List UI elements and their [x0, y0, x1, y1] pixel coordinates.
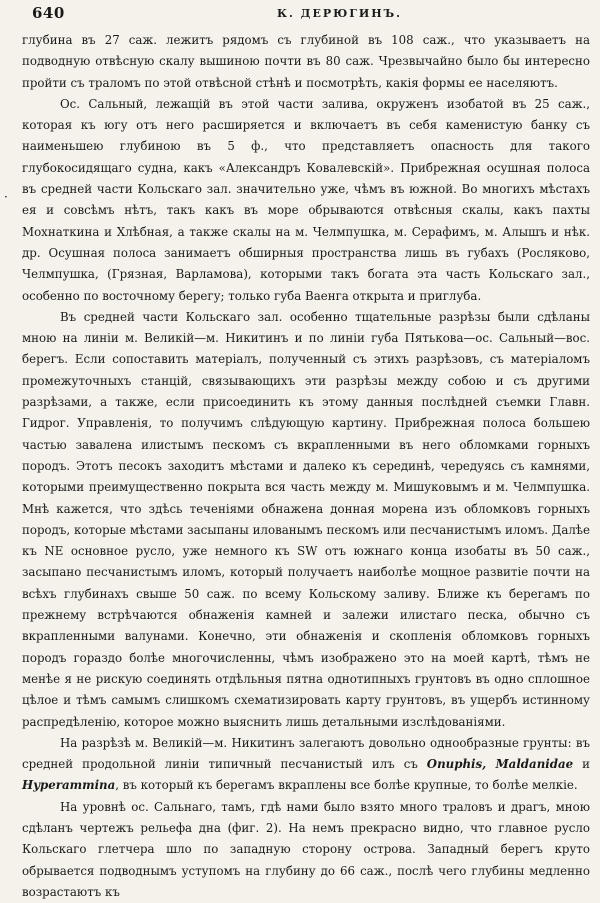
running-head: К. ДЕРЮГИНЪ.: [277, 7, 402, 20]
margin-mark: ·: [4, 190, 8, 204]
taxon-name: Onuphis, Maldanidae: [426, 757, 574, 772]
paragraph-salny-island: Ос. Сальный, лежащій въ этой части залива, окруженъ изобатой въ 25 саж., которая къ югу отъ него расширяется и включаетъ въ себя каменистую банку съ наименьшею глубиною въ 5 ф., что представляетъ опасность для такого глубокосидящаго судна, какъ «Александръ Ковалевскій». Прибрежная осушная полоса въ средней части Кольскаго зал. значительно уже, чѣмъ въ южной. Во многихъ мѣстахъ ея и совсѣмъ нѣтъ, такъ какъ въ море обрываются отвѣсныя скалы, какъ пахты Мохнаткина и Хлѣбная, а также скалы на м. Челмпушка, м. Серафимъ, м. Алышъ и нѣк. др. Осушная полоса занимаетъ обширныя пространства лишь въ губахъ (Росляково, Челмпушка, (Грязная, Варламова), которыми такъ богата эта часть Кольскаго зал., особенно по восточному берегу; только губа Ваенга открыта и приглуба.: [22, 96, 590, 303]
paragraph-continuation: глубина въ 27 саж. лежитъ рядомъ съ глубиной въ 108 саж., что указываетъ на подводную отвѣсную скалу вышиною почти въ 80 саж. Чрезвычайно было бы интересно пройти съ траломъ по этой отвѣсной стѣнѣ и посмотрѣть, какія формы ее населяютъ.: [22, 33, 590, 90]
taxon-name: Hyperammina: [22, 778, 116, 793]
body-text: [22, 30, 590, 903]
paragraph-text: На разрѣзѣ м. Великій—м. Никитинъ залегаютъ довольно однообразные грунты: въ средней продольной линіи типичный песчанистый илъ съ: [22, 735, 590, 772]
page-number: 640: [32, 4, 65, 22]
page-header: [22, 4, 590, 24]
paragraph-middle-part: Въ средней части Кольскаго зал. особенно тщательные разрѣзы были сдѣланы мною на линіи м. Великій—м. Никитинъ и по линіи губа Пятькова—ос. Сальный—вос. берегъ. Если сопоставить матеріалъ, полученный съ этихъ разрѣзовъ, съ матеріаломъ промежуточныхъ станцій, связывающихъ эти разрѣзы между собою и съ другими разрѣзами, а также, если присоединить къ этому данныя послѣдней съемки Главн. Гидрог. Управленія, то получимъ слѣдующую картину. Прибрежная полоса большею частью завалена илистымъ пескомъ съ вкрапленными въ него обломками горныхъ породъ. Этотъ песокъ заходитъ мѣстами и далеко къ серединѣ, чередуясь съ камнями, которыми преимущественно покрыта вся часть между м. Мишуковымъ и м. Челмпушка. Мнѣ кажется, что здѣсь теченіями обнажена донная морена изъ обломковъ горныхъ породъ, которые мѣстами засыпаны илованымъ пескомъ или песчанистымъ иломъ. Далѣе къ NE основное русло, уже немного къ SW отъ южнаго конца изобаты въ 50 саж., засыпано песчанистымъ иломъ, который получаетъ наиболѣе мощное развитіе почти на всѣхъ глубинахъ свыше 50 саж. по всему Кольскому заливу. Ближе къ берегамъ по прежнему встрѣчаются обнаженія камней и залежи илистаго песка, обычно съ вкрапленными валунами. Конечно, эти обнаженія и скопленія обломковъ горныхъ породъ гораздо болѣе многочисленны, чѣмъ изображено это на моей картѣ, тѣмъ не менѣе я не рискую соединять отдѣльныя пятна однотипныхъ грунтовъ въ одно сплошное цѣлое и тѣмъ самымъ слишкомъ схематизировать карту грунтовъ, въ ущербъ истинному распредѣленію, которое можно выяснить лишь детальными изслѣдованіями.: [22, 309, 590, 729]
paragraph-salny-level: На уровнѣ ос. Сальнаго, тамъ, гдѣ нами было взято много траловъ и драгъ, мною сдѣланъ чертежъ рельефа дна (фиг. 2). На немъ прекрасно видно, что главное русло Кольскаго глетчера шло по западную сторону острова. Западный берегъ круто обрывается подводнымъ уступомъ на глубину до 66 саж., послѣ чего глубины медленно возрастаютъ къ: [22, 799, 590, 899]
paragraph-text: , въ который къ берегамъ вкраплены все болѣе крупные, то болѣе мелкіе.: [115, 778, 578, 793]
paragraph-text: и: [573, 757, 590, 772]
paragraph-velikiy-section: [22, 733, 590, 797]
